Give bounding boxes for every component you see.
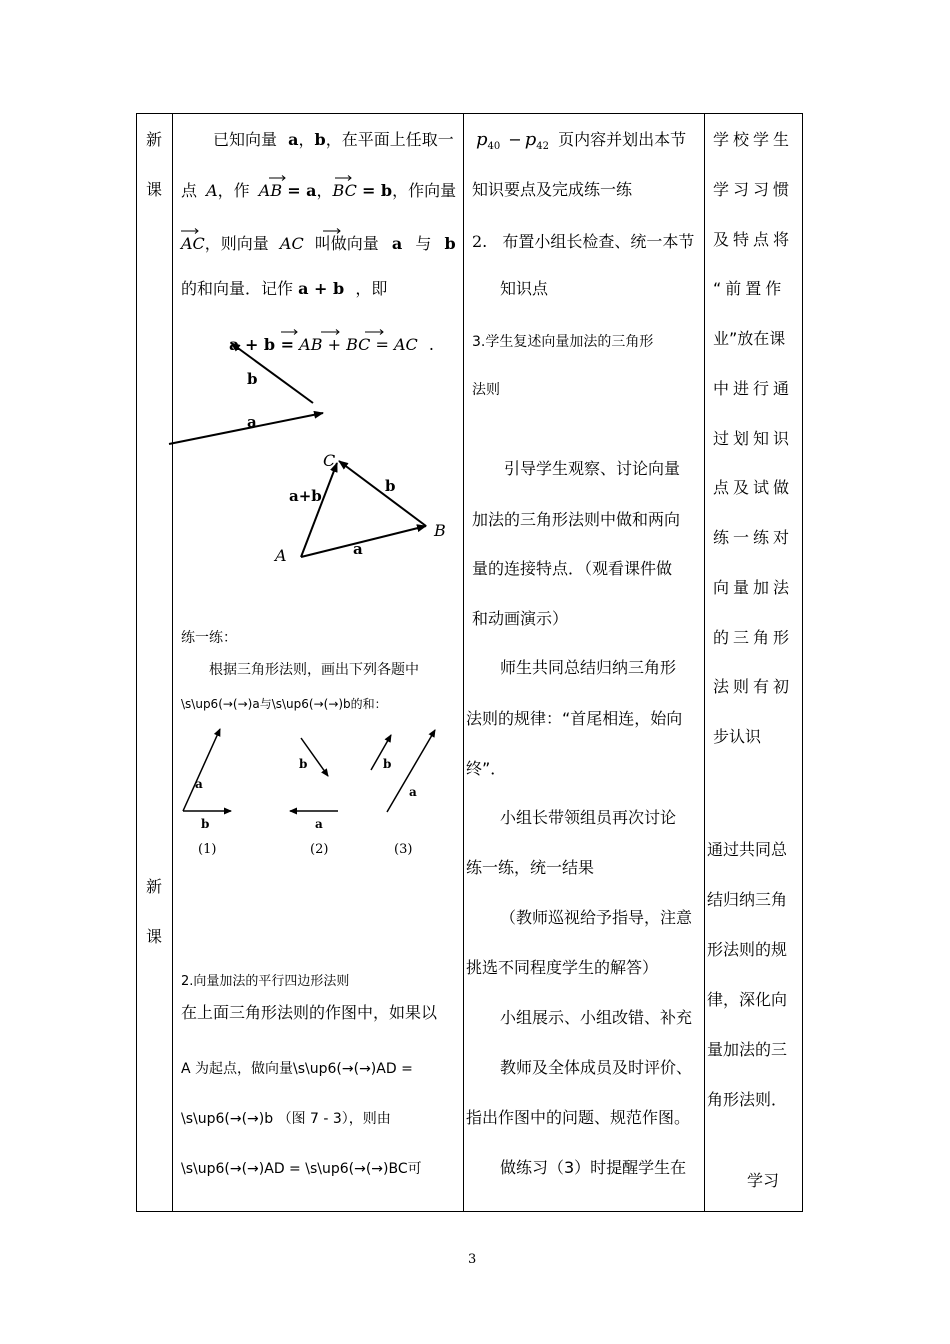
label-a-plus-b: a+b bbox=[289, 487, 322, 505]
text-line: 知识点 bbox=[500, 279, 549, 298]
vector-arrows-line3 bbox=[173, 227, 463, 247]
text-line: 已知向量 a，b，在平面上任取一 bbox=[213, 130, 454, 149]
text-line: 指出作图中的问题、规范作图。 bbox=[466, 1108, 691, 1127]
text-line: “前置作 bbox=[713, 279, 786, 298]
text-line: 练一练对 bbox=[713, 528, 794, 547]
text-line: 学习习惯 bbox=[713, 180, 794, 199]
text-line: \s\up6(→(→)b （图 7 - 3），则由 bbox=[181, 1111, 391, 1127]
text-line: 点及试做 bbox=[713, 478, 794, 497]
label-a: a bbox=[353, 540, 363, 558]
text-line: 学校学生 bbox=[713, 130, 794, 149]
text-line: 学习 bbox=[747, 1171, 780, 1190]
vector-AB: AB bbox=[258, 181, 283, 200]
text-line: 教师及全体成员及时评价、 bbox=[500, 1058, 693, 1077]
vector-arrows-line2 bbox=[173, 174, 463, 194]
practice-title: 练一练： bbox=[181, 630, 237, 646]
label-b: b bbox=[383, 757, 392, 771]
content-cell bbox=[173, 114, 464, 1212]
sum-formula: a + b = AB + BC = AC . bbox=[229, 335, 434, 354]
section-label-cell bbox=[137, 114, 173, 1212]
text-line: A 为起点，做向量\s\up6(→(→)AD = bbox=[181, 1061, 413, 1077]
text-line: 3.学生复述向量加法的三角形 bbox=[472, 334, 654, 350]
text-line: 在上面三角形法则的作图中，如果以 bbox=[181, 1003, 438, 1022]
purpose-cell bbox=[705, 114, 803, 1212]
text-line: 知识要点及完成练一练 bbox=[472, 180, 633, 199]
text-line: 角形法则． bbox=[707, 1090, 788, 1109]
text-line: 形法则的规 bbox=[707, 940, 788, 959]
text-line: 法则的规律：“首尾相连，始向 bbox=[466, 709, 683, 728]
section-label-char: 课 bbox=[146, 180, 163, 199]
label-b: b bbox=[385, 477, 396, 495]
vector-a-arrow bbox=[169, 413, 323, 444]
vector-BC-arrow bbox=[339, 461, 426, 526]
text-line: （教师巡视给予指导，注意 bbox=[500, 908, 693, 927]
text-line: AC，则向量 AC 叫做向量 a 与 b bbox=[181, 234, 456, 253]
section-label-char: 课 bbox=[146, 927, 163, 946]
text-line: 做练习（3）时提醒学生在 bbox=[500, 1158, 687, 1177]
vectors-a-b-figure bbox=[167, 339, 317, 459]
vector-AC: AC bbox=[181, 234, 205, 253]
label-a: a bbox=[315, 817, 323, 831]
label-b: b bbox=[201, 817, 210, 831]
point-C: C bbox=[323, 451, 336, 470]
text-line: 业”放在课 bbox=[713, 329, 786, 348]
text-line: 中进行通 bbox=[713, 379, 794, 398]
text-line: 和动画演示） bbox=[472, 609, 569, 628]
text-line: 练一练，统一结果 bbox=[466, 858, 595, 877]
text-line: 小组长带领组员再次讨论 bbox=[500, 808, 677, 827]
text-line: 量加法的三 bbox=[707, 1040, 788, 1059]
text-line: 过划知识 bbox=[713, 429, 794, 448]
label-b: b bbox=[247, 370, 258, 388]
text-line: 终”． bbox=[466, 759, 507, 778]
text-line: 2. 布置小组长检查、统一本节 bbox=[472, 232, 695, 251]
lesson-table bbox=[136, 113, 803, 1212]
text-line: 步认识 bbox=[713, 727, 762, 746]
figure-label-3: (3) bbox=[394, 842, 413, 857]
text-line: 及特点将 bbox=[713, 230, 794, 249]
text-line: 的和向量．记作 a + b ，即 bbox=[181, 279, 388, 298]
text-line: 法则有初 bbox=[713, 677, 794, 696]
text-line: \s\up6(→(→)AD = \s\up6(→(→)BC可 bbox=[181, 1161, 422, 1177]
text-line: 通过共同总 bbox=[707, 840, 788, 859]
point-A: A bbox=[275, 546, 287, 565]
text-line: 量的连接特点．（观看课件做 bbox=[472, 559, 673, 578]
text-line: 向量加法 bbox=[713, 578, 794, 597]
text-line: 律，深化向 bbox=[707, 990, 788, 1009]
text-line: 师生共同总结归纳三角形 bbox=[500, 658, 677, 677]
activity-cell bbox=[464, 114, 705, 1212]
vector-AB-arrow bbox=[301, 526, 426, 557]
text-line: 引导学生观察、讨论向量 bbox=[504, 459, 681, 478]
text-line: 小组展示、小组改错、补充 bbox=[500, 1008, 693, 1027]
text-line: $p_{40} - p_{42}$ 页内容并划出本节 bbox=[476, 129, 687, 153]
vector-AC: AC bbox=[279, 234, 304, 253]
text-line: 结归纳三角 bbox=[707, 890, 788, 909]
text-line: 加法的三角形法则中做和两向 bbox=[472, 510, 681, 529]
vector-AC-arrow bbox=[301, 463, 337, 557]
label-a: a bbox=[409, 785, 417, 799]
figure-label-2: (2) bbox=[310, 842, 329, 857]
label-a: a bbox=[247, 413, 257, 431]
figure-label-1: (1) bbox=[198, 842, 217, 857]
section-label-char: 新 bbox=[146, 877, 163, 896]
point-B: B bbox=[434, 521, 446, 540]
vector-b-arrow bbox=[231, 343, 313, 403]
section-label-char: 新 bbox=[146, 130, 163, 149]
vector-BC: BC bbox=[332, 181, 357, 200]
label-a: a bbox=[195, 777, 203, 791]
text-line: 法则 bbox=[472, 382, 500, 398]
text-line: 挑选不同程度学生的解答） bbox=[466, 958, 659, 977]
page-number: 3 bbox=[468, 1252, 477, 1267]
text-line: 根据三角形法则，画出下列各题中 bbox=[209, 662, 419, 678]
text-line: 点 A，作 AB = a，BC = b，作向量 bbox=[181, 181, 457, 200]
label-b: b bbox=[299, 757, 308, 771]
text-line: 的三角形 bbox=[713, 628, 794, 647]
section-title: 2.向量加法的平行四边形法则 bbox=[181, 974, 350, 989]
fig1-vector-a bbox=[183, 729, 220, 811]
text-line: \s\up6(→(→)a与\s\up6(→(→)b的和： bbox=[181, 697, 387, 711]
